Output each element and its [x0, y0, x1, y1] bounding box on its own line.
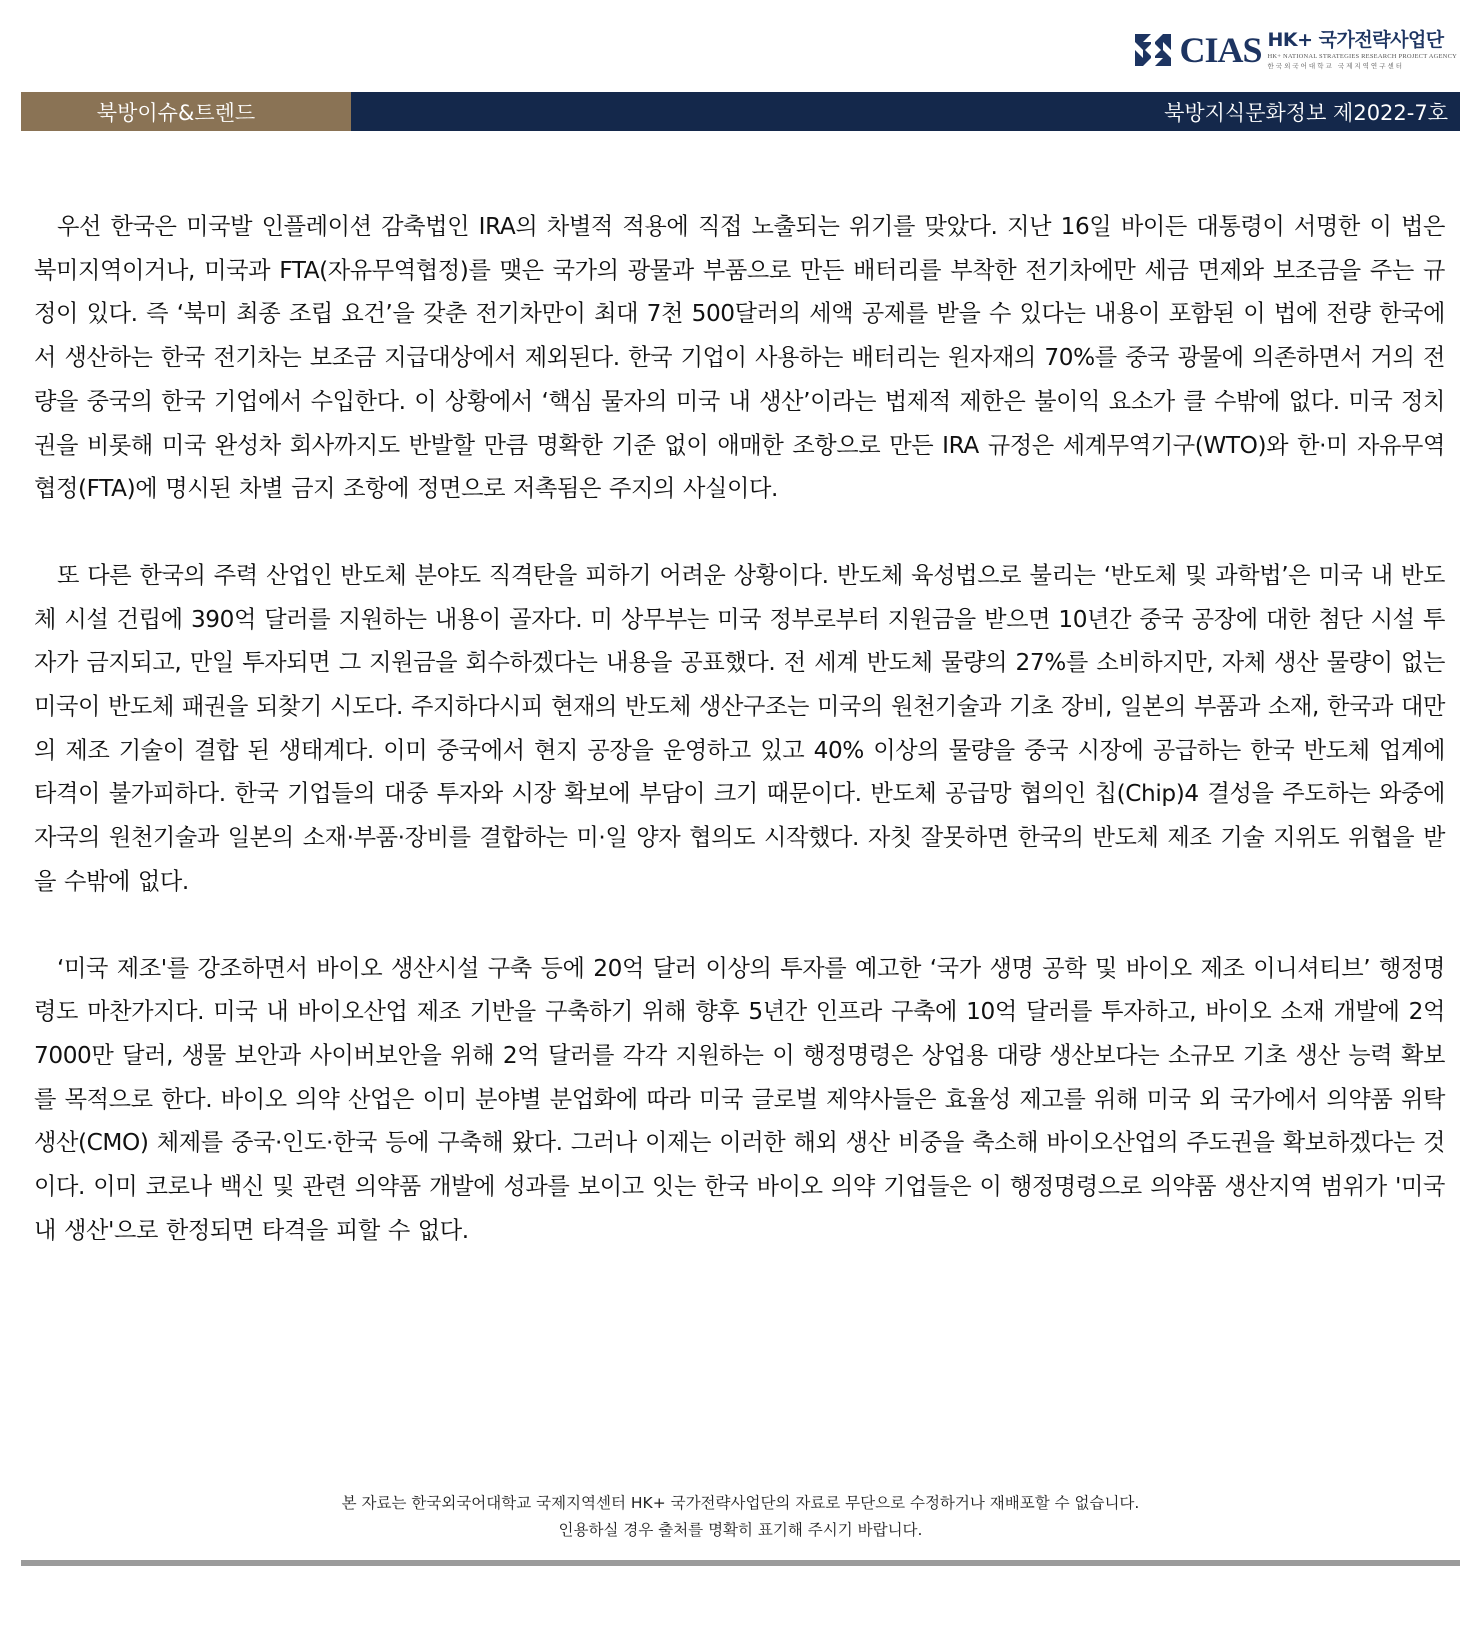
footer-line-1: 본 자료는 한국외국어대학교 국제지역센터 HK+ 국가전략사업단의 자료로 무단으로 수정하거나 재배포할 수 없습니다. — [341, 1494, 1140, 1512]
footer-divider — [21, 1560, 1460, 1566]
logo-brand: CIAS — [1179, 30, 1262, 70]
footer-notice — [0, 1490, 1481, 1544]
logo-title: HK+ 국가전략사업단 — [1267, 28, 1444, 51]
paragraph-2: 또 다른 한국의 주력 산업인 반도체 분야도 직격탄을 피하기 어려운 상황이다. 반도체 육성법으로 불리는 ‘반도체 및 과학법’은 미국 내 반도체 시설 건립에 390억 달러를 지원하는 내용이 골자다. 미 상무부는 미국 정부로부터 지원금을 받으면 10년간 중국 공장에 대한 첨단 시설 투자가 금지되고, 만일 투자되면 그 지원금을 회수하겠다는 내용을 공표했다. 전 세계 반도체 물량의 27%를 소비하지만, 자체 생산 물량이 없는 미국이 반도체 패권을 되찾기 시도다. 주지하다시피 현재의 반도체 생산구조는 미국의 원천기술과 기초 장비, 일본의 부품과 소재, 한국과 대만의 제조 기술이 결합 된 생태계다. 이미 중국에서 현지 공장을 운영하고 있고 40% 이상의 물량을 중국 시장에 공급하는 한국 반도체 업계에 타격이 불가피하다. 한국 기업들의 대중 투자와 시장 확보에 부담이 크기 때문이다. 반도체 공급망 협의인 칩(Chip)4 결성을 주도하는 와중에 자국의 원천기술과 일본의 소재·부품·장비를 결합하는 미·일 양자 협의도 시작했다. 자칫 잘못하면 한국의 반도체 제조 기술 지위도 위협을 받을 수밖에 없다. — [34, 561, 1445, 895]
cias-emblem-icon — [1131, 28, 1175, 72]
footer-line-2: 인용하실 경우 출처를 명확히 표기해 주시기 바랍니다. — [558, 1521, 923, 1539]
logo-text-block — [1267, 28, 1457, 70]
cias-logo — [1131, 26, 1457, 74]
article-body — [34, 205, 1445, 1295]
paragraph-1: 우선 한국은 미국발 인플레이션 감축법인 IRA의 차별적 적용에 직접 노출되는 위기를 맞았다. 지난 16일 바이든 대통령이 서명한 이 법은 북미지역이거나, 미국과 FTA(자유무역협정)를 맺은 국가의 광물과 부품으로 만든 배터리를 부착한 전기차에만 세금 면제와 보조금을 주는 규정이 있다. 즉 ‘북미 최종 조립 요건’을 갖춘 전기차만이 최대 7천 500달러의 세액 공제를 받을 수 있다는 내용이 포함된 이 법에 전량 한국에서 생산하는 한국 전기차는 보조금 지급대상에서 제외된다. 한국 기업이 사용하는 배터리는 원자재의 70%를 중국 광물에 의존하면서 거의 전량을 중국의 한국 기업에서 수입한다. 이 상황에서 ‘핵심 물자의 미국 내 생산’이라는 법제적 제한은 불이익 요소가 클 수밖에 없다. 미국 정치권을 비롯해 미국 완성차 회사까지도 반발할 만큼 명확한 기준 없이 애매한 조항으로 만든 IRA 규정은 세계무역기구(WTO)와 한·미 자유무역협정(FTA)에 명시된 차별 금지 조항에 정면으로 저촉됨은 주지의 사실이다. — [34, 213, 1445, 503]
logo-subtitle-kr: 한국외국어대학교 국제지역연구센터 — [1267, 62, 1405, 70]
paragraph-3: ‘미국 제조'를 강조하면서 바이오 생산시설 구축 등에 20억 달러 이상의 투자를 예고한 ‘국가 생명 공학 및 바이오 제조 이니셔티브’ 행정명령도 마찬가지다. 미국 내 바이오산업 제조 기반을 구축하기 위해 향후 5년간 인프라 구축에 10억 달러를 투자하고, 바이오 소재 개발에 2억 7000만 달러, 생물 보안과 사이버보안을 위해 2억 달러를 각각 지원하는 이 행정명령은 상업용 대량 생산보다는 소규모 기초 생산 능력 확보를 목적으로 한다. 바이오 의약 산업은 이미 분야별 분업화에 따라 미국 글로벌 제약사들은 효율성 제고를 위해 미국 외 국가에서 의약품 위탁생산(CMO) 체제를 중국·인도·한국 등에 구축해 왔다. 그러나 이제는 이러한 해외 생산 비중을 축소해 바이오산업의 주도권을 확보하겠다는 것이다. 이미 코로나 백신 및 관련 의약품 개발에 성과를 보이고 잇는 한국 바이오 의약 기업들은 이 행정명령으로 의약품 생산지역 범위가 '미국 내 생산'으로 한정되면 타격을 피할 수 없다. — [34, 954, 1445, 1244]
logo-subtitle-en: HK+ NATIONAL STRATEGIES RESEARCH PROJECT AGENCY — [1267, 52, 1457, 60]
header-bar — [21, 92, 1460, 131]
section-label: 북방이슈&트렌드 — [21, 92, 351, 131]
issue-label: 북방지식문화정보 제2022-7호 — [351, 92, 1460, 131]
